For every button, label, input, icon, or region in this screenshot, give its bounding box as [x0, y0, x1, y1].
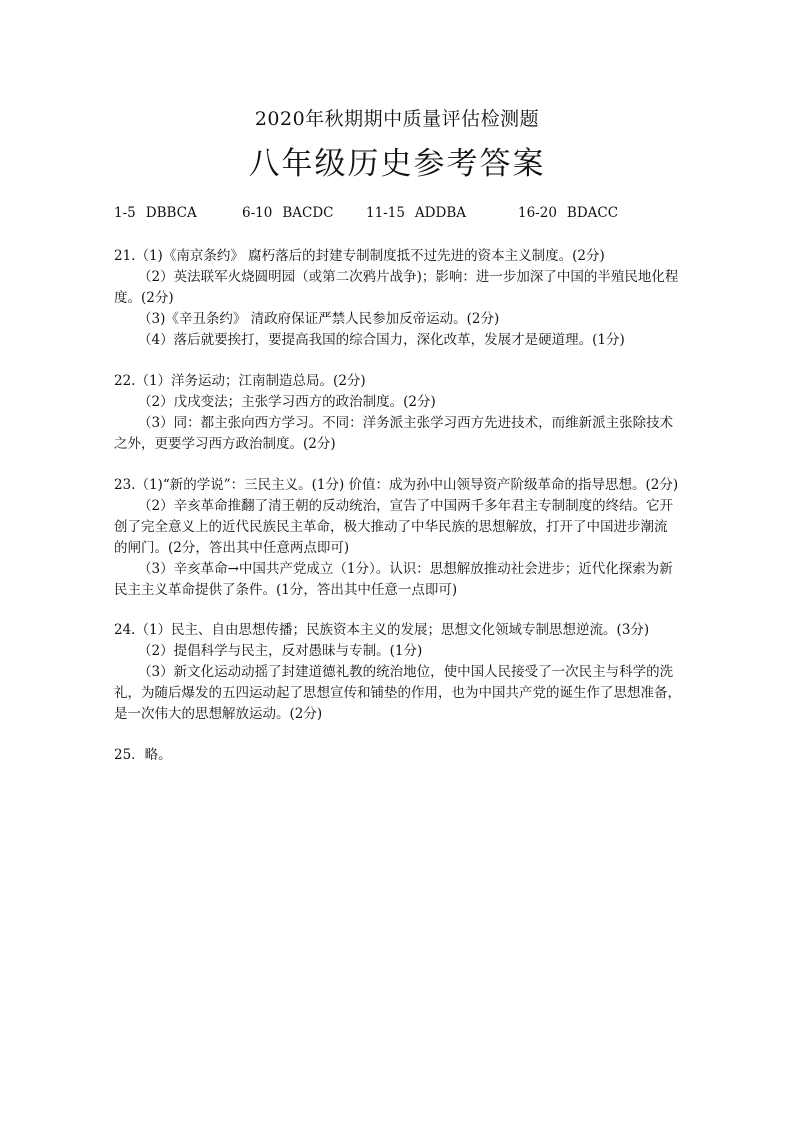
- answer-line: （2）提倡科学与民主，反对愚昧与专制。(1分): [138, 643, 423, 659]
- choice-letters: BDACC: [566, 205, 619, 221]
- answer-line: 创了完全意义上的近代民族民主革命，极大推动了中华民族的思想解放，打开了中国进步潮流: [114, 519, 668, 535]
- choice-answer-group: [114, 205, 197, 221]
- answer-line: 之外，更要学习西方政治制度。(2分): [114, 436, 336, 452]
- answer-line: 礼，为随后爆发的五四运动起了思想宣传和铺垫的作用，也为中国共产党的诞生作了思想准备，: [114, 685, 681, 701]
- answer-line: 25．略。: [114, 747, 172, 763]
- question-22-answer: [114, 371, 692, 455]
- choice-range: 1-5: [114, 205, 136, 221]
- answer-line: 22.（1）洋务运动；江南制造总局。(2分): [114, 373, 366, 389]
- answer-line: 的闸门。(2分，答出其中任意两点即可): [114, 540, 350, 556]
- answer-line: （2）英法联军火烧圆明园（或第二次鸦片战争)；影响：进一步加深了中国的半殖民地化程: [138, 269, 679, 285]
- choice-letters: DBBCA: [145, 205, 197, 221]
- answer-line: （3）辛亥革命→中国共产党成立（1分）。认识：思想解放推动社会进步；近代化探索为新: [138, 561, 673, 577]
- exam-subtitle: 2020年秋期期中质量评估检测题: [254, 108, 540, 130]
- answer-line: 度。(2分): [114, 290, 174, 306]
- choice-answer-group: [242, 205, 334, 221]
- choice-range: 11-15: [366, 205, 405, 221]
- question-21-answer: [114, 246, 692, 351]
- answer-line: 是一次伟大的思想解放运动。(2分): [114, 706, 323, 722]
- question-24-answer: [114, 620, 692, 725]
- page-title: 八年级历史参考答案: [248, 146, 546, 182]
- answer-line: 23.（1)“新的学说”：三民主义。(1分) 价值：成为孙中山领导资产阶级革命的指导思想。(2分): [114, 477, 679, 493]
- answer-line: （4）落后就要挨打，要提高我国的综合国力，深化改革，发展才是硬道理。(1分): [138, 332, 625, 348]
- choice-letters: ADDBA: [414, 205, 466, 221]
- answer-line: 民主主义革命提供了条件。(1分，答出其中任意一点即可): [114, 582, 458, 598]
- answer-line: 21.（1)《南京条约》 腐朽落后的封建专制制度抵不过先进的资本主义制度。(2分): [114, 248, 605, 264]
- choice-letters: BACDC: [282, 205, 334, 221]
- answer-line: （3)《辛丑条约》 清政府保证严禁人民参加反帝运动。(2分): [138, 311, 500, 327]
- choice-range: 16-20: [518, 205, 557, 221]
- answer-line: （2）辛亥革命推翻了清王朝的反动统治，宣告了中国两千多年君主专制制度的终结。它开: [138, 498, 674, 514]
- question-25-answer: [114, 745, 692, 766]
- answer-line: （3）同：都主张向西方学习。不同：洋务派主张学习西方先进技术，而维新派主张除技术: [138, 415, 674, 431]
- answer-line: 24.（1）民主、自由思想传播；民族资本主义的发展；思想文化领域专制思想逆流。(3分): [114, 622, 650, 638]
- answer-line: （3）新文化运动动摇了封建道德礼教的统治地位，使中国人民接受了一次民主与科学的洗: [138, 664, 674, 680]
- choice-answer-group: [366, 205, 466, 221]
- answer-line: （2）戊戌变法；主张学习西方的政治制度。(2分): [138, 394, 436, 410]
- question-23-answer: [114, 475, 692, 601]
- choice-answer-group: [518, 205, 618, 221]
- choice-range: 6-10: [242, 205, 273, 221]
